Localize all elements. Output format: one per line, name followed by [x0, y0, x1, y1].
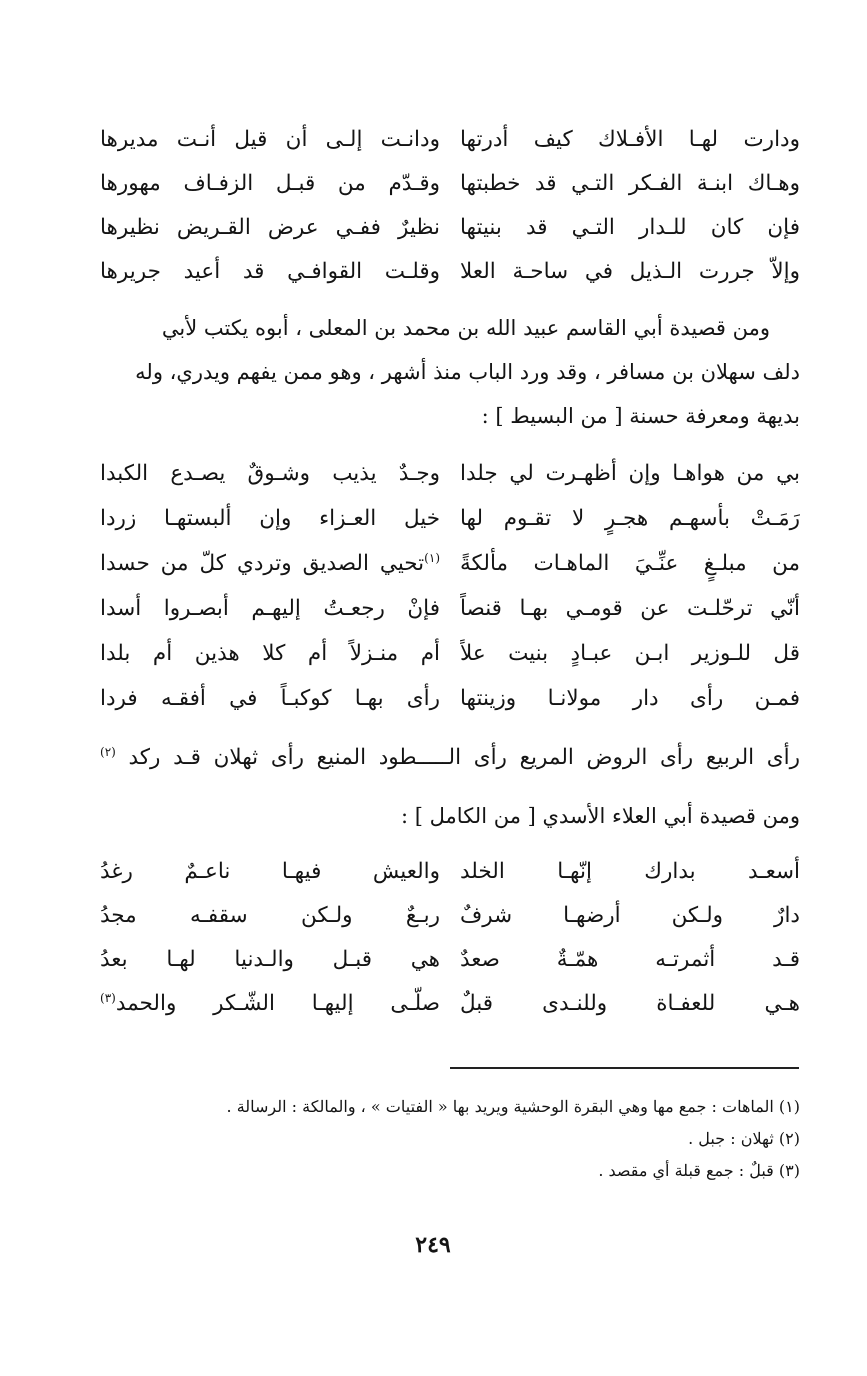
- intro-paragraph-line: ومن قصيدة أبي العلاء الأسدي [ من الكامل ] :: [401, 804, 800, 828]
- verse-line: [100, 250, 800, 294]
- second-hemistich: وجـدٌ يذيب وشـوقٌ يصـدع الكبدا: [100, 461, 440, 486]
- first-hemistich: دارٌ ولـكن أرضهـا شرفٌ: [460, 903, 800, 928]
- second-hemistich: ودانـت إلـى أن قيل أنـت مديرها: [100, 127, 440, 152]
- verse-line: [100, 850, 800, 894]
- footnote-marker: (٣): [100, 990, 116, 1005]
- second-hemistich: [100, 982, 440, 1026]
- footnote-marker: (٢): [100, 744, 116, 759]
- verse-line: [100, 162, 800, 206]
- second-hemistich: نظيرٌ ففـي عرض القـريض نظيرها: [100, 215, 440, 240]
- second-hemistich: خيل العـزاء وإن ألبستهـا زردا: [100, 506, 440, 531]
- second-hemistich: والعيش فيهـا ناعـمٌ رغدُ: [100, 859, 440, 884]
- first-hemistich: وإلاّ جررت الـذيل في ساحـة العلا: [460, 259, 800, 284]
- verse-line: [100, 542, 800, 586]
- continuous-verse-line: [100, 738, 800, 778]
- intro-paragraph-line: ومن قصيدة أبي القاسم عبيد الله بن محمد بن المعلى ، أبوه يكتب لأبي: [161, 316, 770, 340]
- first-hemistich: وهـاك ابنـة الفـكر التـي قد خطبتها: [460, 171, 800, 196]
- verse-line: [100, 206, 800, 250]
- verse-line: [100, 452, 800, 496]
- intro-paragraph-line: بديهة ومعرفة حسنة [ من البسيط ] :: [481, 404, 800, 428]
- first-hemistich: قل للـوزير ابـن عبـادٍ بنيت علاً: [460, 641, 800, 666]
- first-hemistich: أنّي ترحّلـت عن قومـي بهـا قنصاً: [460, 596, 800, 621]
- first-hemistich: قـد أثمرتـه همّـةٌ صعدٌ: [460, 947, 800, 972]
- second-hemistich: ربـعٌ ولـكن سقفـه مجدُ: [100, 903, 440, 928]
- verse-line: [100, 587, 800, 631]
- first-hemistich: فمـن رأى دار مولانـا وزينتها: [460, 686, 800, 711]
- second-hemistich: أم منـزلاً أم كلا هذين أم بلدا: [100, 641, 440, 666]
- hemistich-text: تحيي الصديق وتردي كلّ من حسدا: [100, 551, 425, 576]
- footnote-marker: (١): [424, 550, 440, 565]
- first-hemistich: ودارت لهـا الأفـلاك كيف أدرتها: [460, 127, 800, 152]
- hemistich-text: صلّـى إليهـا الشّـكر والحمد: [115, 991, 440, 1016]
- first-hemistich: أسعـد بدارك إنّهـا الخلد: [460, 859, 800, 884]
- first-hemistich: من مبلـغٍ عنِّـيَ الماهـات مألكةً: [460, 551, 800, 576]
- second-hemistich: [100, 542, 440, 586]
- first-hemistich: بي من هواهـا وإن أظهـرت لي جلدا: [460, 461, 800, 486]
- second-hemistich: رأى بهـا كوكبـاً في أفقـه فردا: [100, 686, 440, 711]
- intro-paragraph-line: دلف سهلان بن مسافر ، وقد ورد الباب منذ أشهر ، وهو ممن يفهم ويدري، وله: [135, 360, 800, 384]
- footnote: (٢) ثهلان : جبل .: [688, 1129, 800, 1148]
- second-hemistich: وقلـت القوافـي قد أعيد جريرها: [100, 259, 440, 284]
- footnote-separator: [450, 1067, 799, 1069]
- verse-line: [100, 632, 800, 676]
- second-hemistich: هي قبـل والـدنيا لهـا بعدُ: [100, 947, 440, 972]
- verse-line: [100, 497, 800, 541]
- second-hemistich: وقـدّم من قبـل الزفـاف مهورها: [100, 171, 440, 196]
- first-hemistich: هـي للعفـاة وللنـدى قبلٌ: [460, 991, 800, 1016]
- second-hemistich: فإنْ رجعـتُ إليهـم أبصـروا أسدا: [100, 596, 440, 621]
- footnote: (١) الماهات : جمع مها وهي البقرة الوحشية ويريد بها « الفتيات » ، والمالكة : الرسالة .: [226, 1097, 800, 1116]
- page-number: ٢٤٩: [415, 1232, 451, 1258]
- footnote: (٣) قبلٌ : جمع قبلة أي مقصد .: [598, 1161, 800, 1180]
- first-hemistich: فإن كان للـدار التـي قد بنيتها: [460, 215, 800, 240]
- verse-line: [100, 118, 800, 162]
- verse-line: [100, 982, 800, 1026]
- verse-line: [100, 938, 800, 982]
- verse-line: [100, 894, 800, 938]
- verse-text: رأى الربيع رأى الروض المريع رأى الـــــطود المنيع رأى ثهلان قـد ركد: [128, 745, 800, 770]
- verse-line: [100, 677, 800, 721]
- first-hemistich: رَمَـتْ بأسهـم هجـرٍ لا تقـوم لها: [460, 506, 800, 531]
